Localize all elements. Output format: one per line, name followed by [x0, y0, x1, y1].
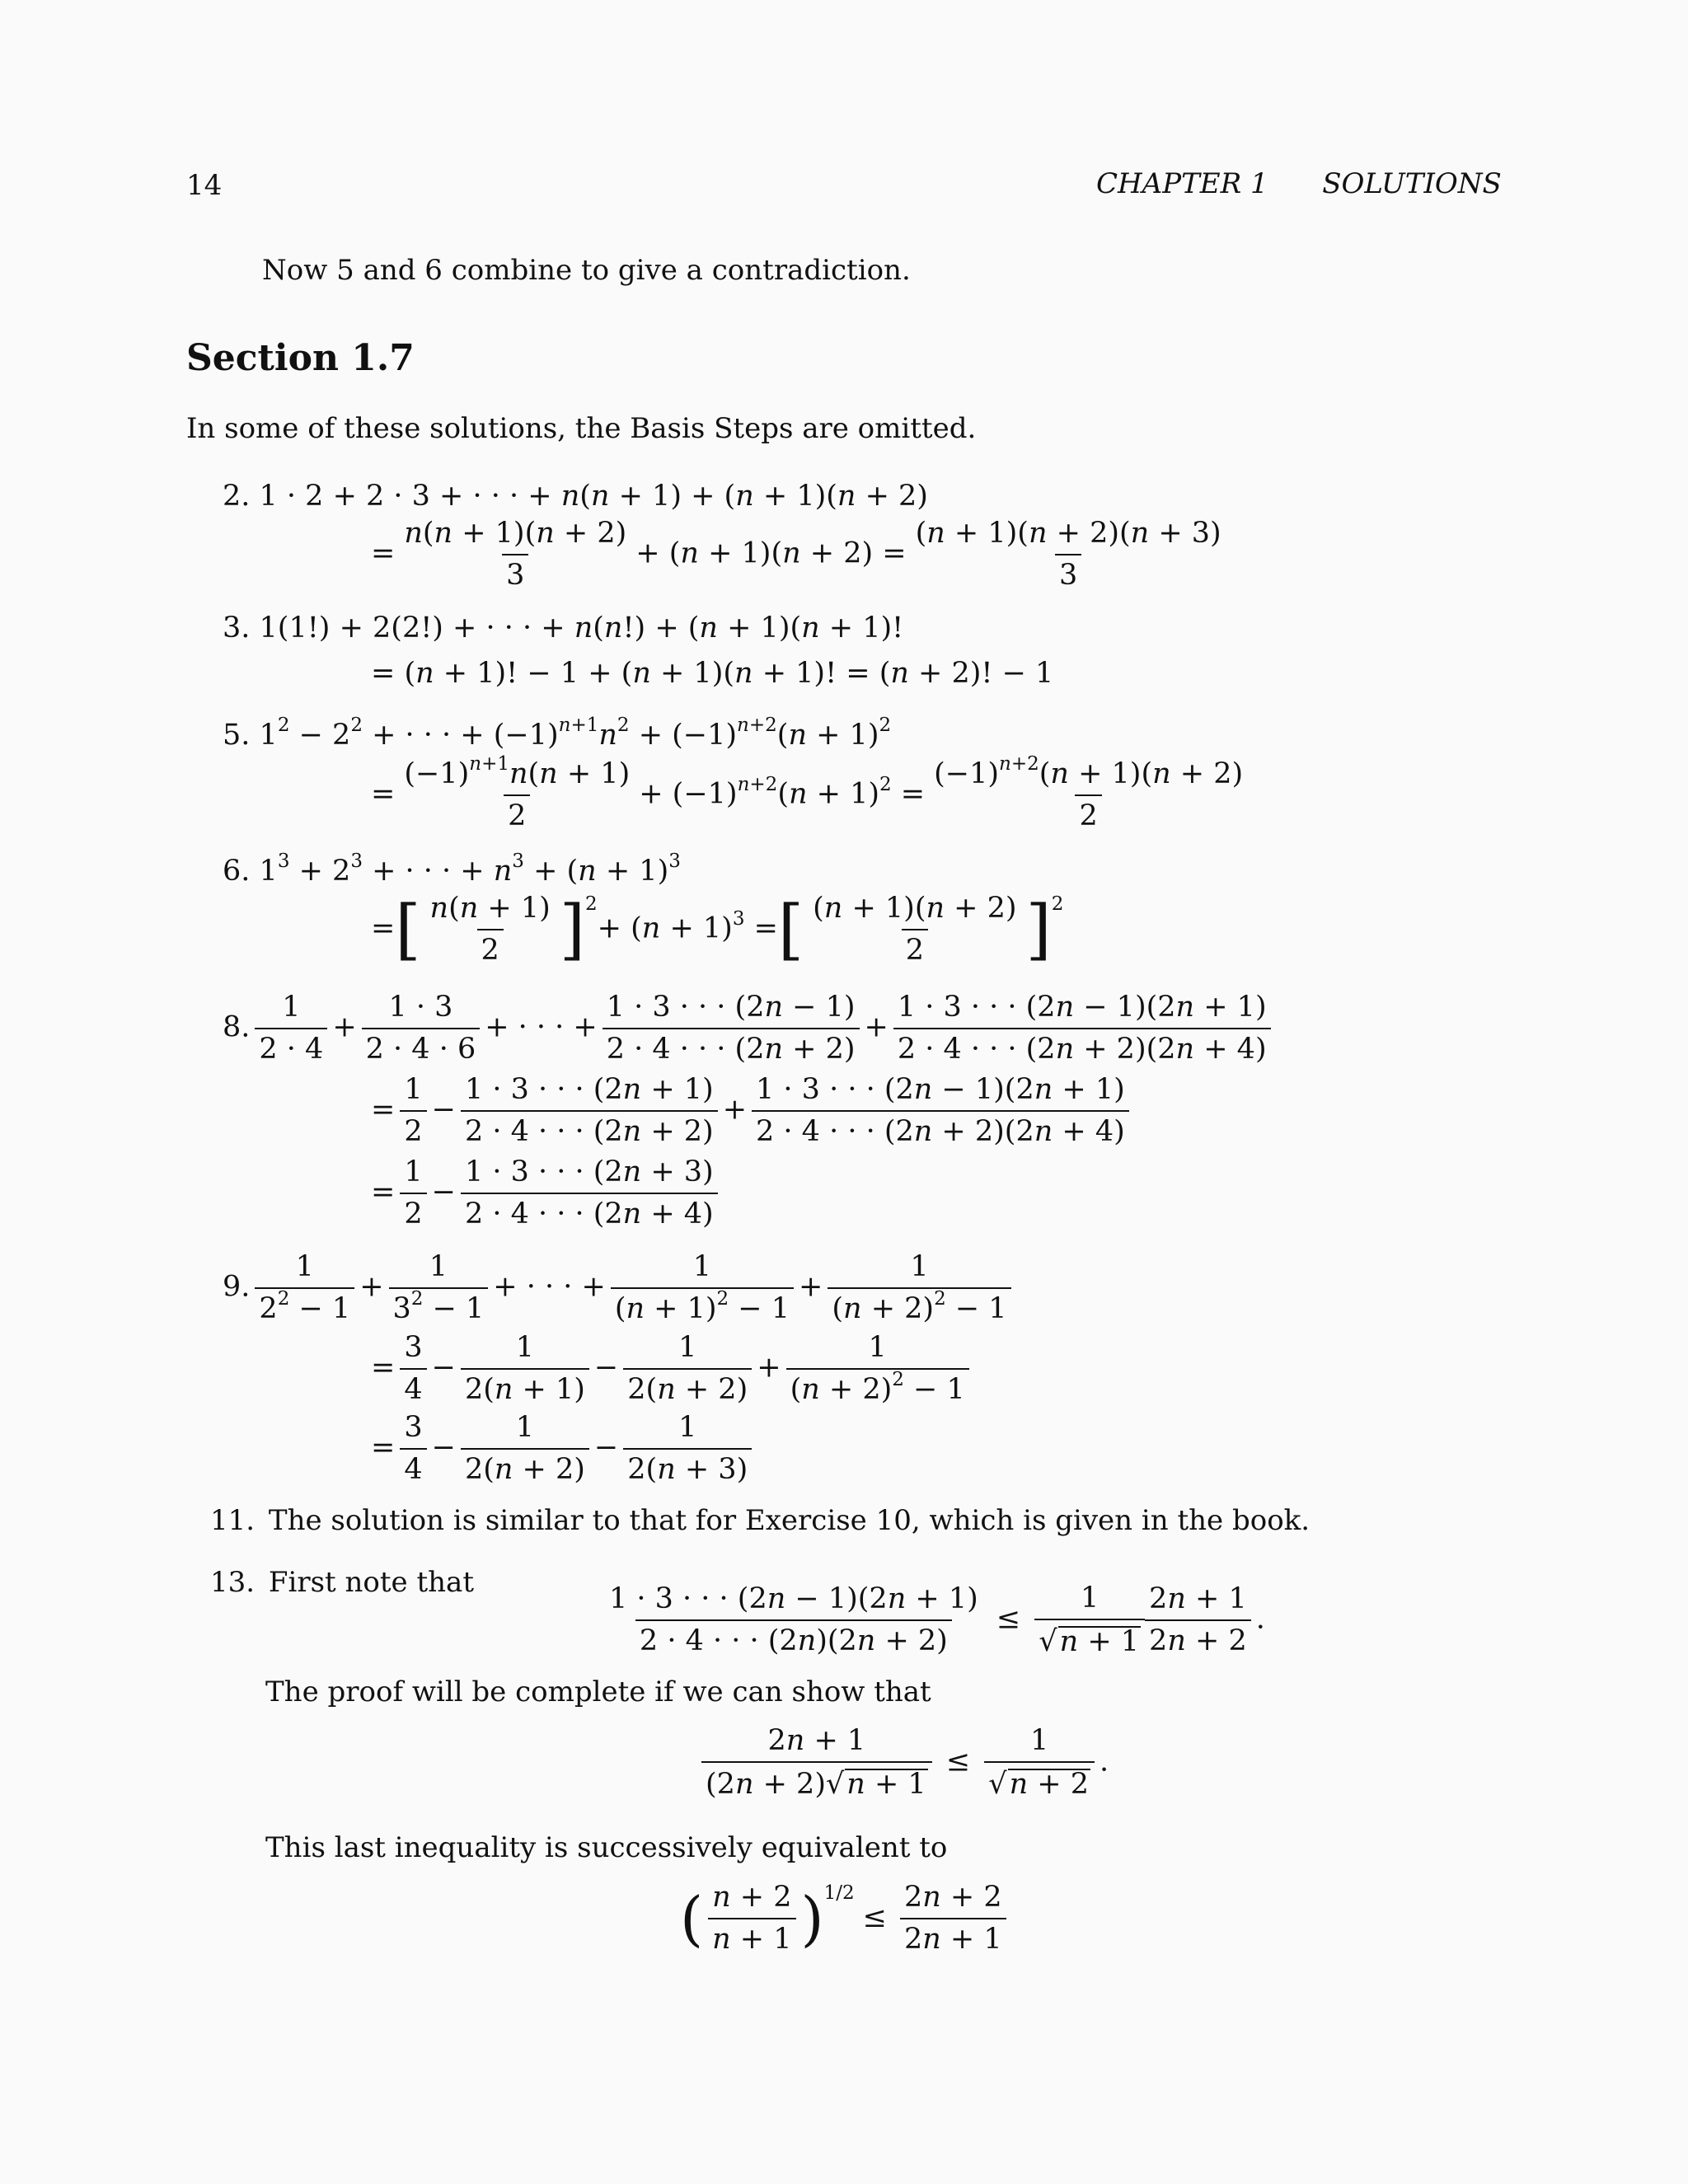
exercise-9-line1: 9. $\frac{1}{2^2 - 1}$ + $\frac{1}{3^2 - 1}$ + · · · + $\frac{1}{(n + 1)^2 - 1}$ + $\frac{1}{(n + 2)^2 - 1}$ [223, 1253, 1016, 1324]
exercise-2-line2: = $\frac{n(n + 1)(n + 2)}{3}$ + (n + 1)(n + 2) = $\frac{(n + 1)(n + 2)(n + 3)}{3}$ [371, 517, 1221, 592]
exercise-number: 8. [223, 1010, 251, 1044]
solutions-label: SOLUTIONS [1322, 167, 1502, 200]
exercise-11-text: The solution is similar to that for Exercise 10, which is given in the book. [268, 1504, 1311, 1537]
page-number: 14 [186, 169, 223, 202]
exercise-5-line2: = $\frac{(-1)^{n+1}n(n + 1)}{2}$ + $(-1)^{n+2}(n + 1)^2$ = $\frac{(-1)^{n+2}(n + 1)(n + 2)}{2}$ [371, 753, 1244, 832]
exercise-13-inequality-2: $\frac{2n + 1}{(2n + 2)√n + 1}$ ≤ $\frac{1}{√n + 2}$ . [696, 1727, 1109, 1799]
exercise-8-line1: 8. $\frac{1}{2 \cdot 4}$ + $\frac{1 \cdot 3}{2 \cdot 4 \cdot 6}$ + · · · + $\frac{1 \cdot 3 \cdot \cdot \cdot (2n - 1)}{2 \cdot 4 \cdot \cdot \cdot (2n + 2)}$ + $\frac{1 \cdot 3 \cdot \cdot \cdot (2n - 1)(2n + 1)}{2 \cdot 4 \cdot \cdot \cdot (2n + 2)(2n + 4)}$ [223, 993, 1276, 1064]
exercise-13-inequality-3: ( $\frac{n + 2}{n + 1}$ )$^{1/2}$≤ $\frac{2n + 2}{2n + 1}$ [680, 1883, 1011, 1954]
exercise-number: 3. [223, 612, 251, 644]
exercise-9-line2: = $\frac{3}{4}$ − $\frac{1}{2(n + 1)}$ − $\frac{1}{2(n + 2)}$ + $\frac{1}{(n + 2)^2 - 1}$ [371, 1333, 974, 1404]
exercise-6-line1: 6. $1^3 + 2^3$ + · · · + $n^3 + (n + 1)^3$ [223, 851, 681, 888]
exercise-number: 2. [223, 480, 251, 513]
exercise-5-line1: 5. $1^2 - 2^2$ + · · · + $(-1)^{n+1}n^2 + (-1)^{n+2}(n + 1)^2$ [223, 715, 892, 752]
section-note: In some of these solutions, the Basis Steps are omitted. [186, 412, 977, 445]
intro-line: Now 5 and 6 combine to give a contradiction. [262, 254, 911, 287]
exercise-number: 9. [223, 1270, 251, 1304]
exercise-8-line2: = $\frac{1}{2}$ − $\frac{1 \cdot 3 \cdot \cdot \cdot (2n + 1)}{2 \cdot 4 \cdot \cdot \cdot (2n + 2)}$ + $\frac{1 \cdot 3 \cdot \cdot \cdot (2n - 1)(2n + 1)}{2 \cdot 4 \cdot \cdot \cdot (2n + 2)(2n + 4)}$ [371, 1076, 1134, 1146]
exercise-13-inequality-1: $\frac{1 \cdot 3 \cdot \cdot \cdot (2n - 1)(2n + 1)}{2 \cdot 4 \cdot \cdot \cdot (2n)(2n + 2)}$ ≤ $\frac{1}{√n + 1}$ $\frac{2n + 1}{2n + 2}$ . [609, 1582, 1265, 1658]
exercise-9-line3: = $\frac{3}{4}$ − $\frac{1}{2(n + 2)}$ − $\frac{1}{2(n + 3)}$ [371, 1413, 757, 1484]
exercise-13-proof: The proof will be complete if we can show that [265, 1675, 931, 1708]
exercise-number: 11. [210, 1504, 256, 1537]
exercise-3-line1: 3. 1(1!) + 2(2!) + · · · + n(n!) + (n + 1)(n + 1)! [223, 612, 904, 644]
exercise-number: 5. [223, 719, 251, 752]
exercise-number: 13. [210, 1566, 256, 1599]
exercise-13-last: This last inequality is successively equivalent to [265, 1831, 948, 1864]
exercise-6-line2: =[ $\frac{n(n + 1)}{2}$ ]$^2+ (n + 1)^3$ =[ $\frac{(n + 1)(n + 2)}{2}$ ]$^2$ [371, 891, 1064, 968]
exercise-8-line3: = $\frac{1}{2}$ − $\frac{1 \cdot 3 \cdot \cdot \cdot (2n + 3)}{2 \cdot 4 \cdot \cdot \cdot (2n + 4)}$ [371, 1158, 723, 1229]
chapter-label: CHAPTER 1 [1096, 167, 1268, 200]
section-title: Section 1.7 [186, 337, 415, 379]
exercise-11 [210, 1504, 1310, 1538]
exercise-2-line1: 2. 1 · 2 + 2 · 3 + · · · + n(n + 1) + (n + 1)(n + 2) [223, 480, 928, 513]
exercise-13-intro [210, 1566, 474, 1600]
running-header [1096, 167, 1502, 201]
exercise-number: 6. [223, 855, 251, 888]
exercise-13-intro-text: First note that [268, 1566, 474, 1599]
exercise-3-line2: = (n + 1)! − 1 + (n + 1)(n + 1)! = (n + 2)! − 1 [371, 657, 1054, 690]
